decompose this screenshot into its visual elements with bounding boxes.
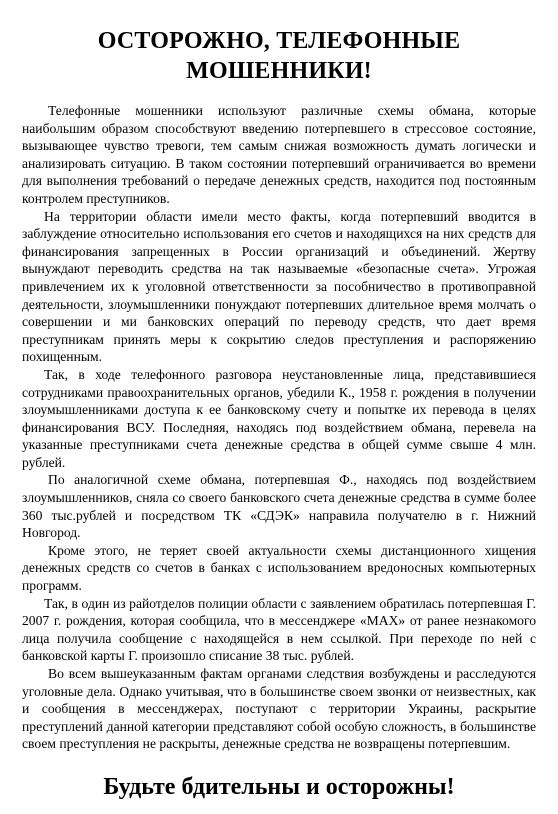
page-title: [22, 26, 536, 86]
paragraph-2: На территории области имели место факты, когда потерпевший вводится в заблуждение относительно использования его счетов и находящихся на них средств для финансирования запрещенных в России организаций и объединений. Жертву вынуждают переводить средства на так называемые «безопасные счета». Угрожая привлечением их к уголовной ответственности за пособничество в противоправной деятельности, злоумышленники понуждают потерпевших длительное время молчать о совершении и ми банковских операций по переводу средств, что дает время преступникам принять меры к сокрытию следов преступления и распоряжению похищенным.: [22, 208, 536, 365]
paragraph-6: Так, в один из райотделов полиции области с заявлением обратилась потерпевшая Г. 2007 г. рождения, которая сообщила, что в мессенджере «MAX» от ранее незнакомого лица получила сообщение с находящейся в нем ссылкой. При переходе по ней с банковской карты Г. произошло списание 38 тыс. рублей.: [22, 595, 536, 664]
paragraph-1: Телефонные мошенники используют различные схемы обмана, которые наибольшим образом способствуют введению потерпевшего в стрессовое состояние, вызывающее чувство тревоги, тем самым снижая возможность думать логически и анализировать ситуацию. В таком состоянии потерпевший ограничивается во времени для выполнения требований о передаче денежных средств, находится под постоянным контролем преступников.: [22, 103, 536, 206]
footer-slogan: Будьте бдительны и осторожны!: [103, 774, 455, 800]
document-title: [22, 26, 536, 86]
document-body: [22, 102, 536, 753]
paragraph-7: Во всем вышеуказанным фактам органами следствия возбуждены и расследуются уголовные дела. Однако учитывая, что в большинстве своем звонки от неизвестных, как и сообщения в мессенджерах, поступают с территории Украины, раскрытие преступлений данной категории представляют собой особую сложность, в большинстве своем преступления не раскрыты, денежные средства не возвращены потерпевшим.: [22, 666, 536, 752]
title-line-1: ОСТОРОЖНО, ТЕЛЕФОННЫЕ: [97, 28, 461, 54]
paragraph-4: По аналогичной схеме обмана, потерпевшая Ф., находясь под воздействием злоумышленников, сняла со своего банковского счета денежные средства в сумме более 360 тыс.рублей и посредством ТК «СДЭК» направила получателю в г. Нижний Новгород.: [22, 472, 536, 541]
paragraph-5: Кроме этого, не теряет своей актуальности схемы дистанционного хищения денежных средств со счетов в банках с использованием вредоносных компьютерных программ.: [22, 542, 536, 594]
title-line-2: МОШЕННИКИ!: [186, 58, 372, 84]
paragraph-3: Так, в ходе телефонного разговора неустановленные лица, представившиеся сотрудниками правоохранительных органов, убедили К., 1958 г. рождения в получении злоумышленниками доступа к ее банковскому счету и попытке их перевода в целях финансирования ВСУ. Последняя, находясь под воздействием обмана, перевела на указанные преступниками счета денежные средства в общей сумме свыше 4 млн. рублей.: [22, 366, 536, 470]
